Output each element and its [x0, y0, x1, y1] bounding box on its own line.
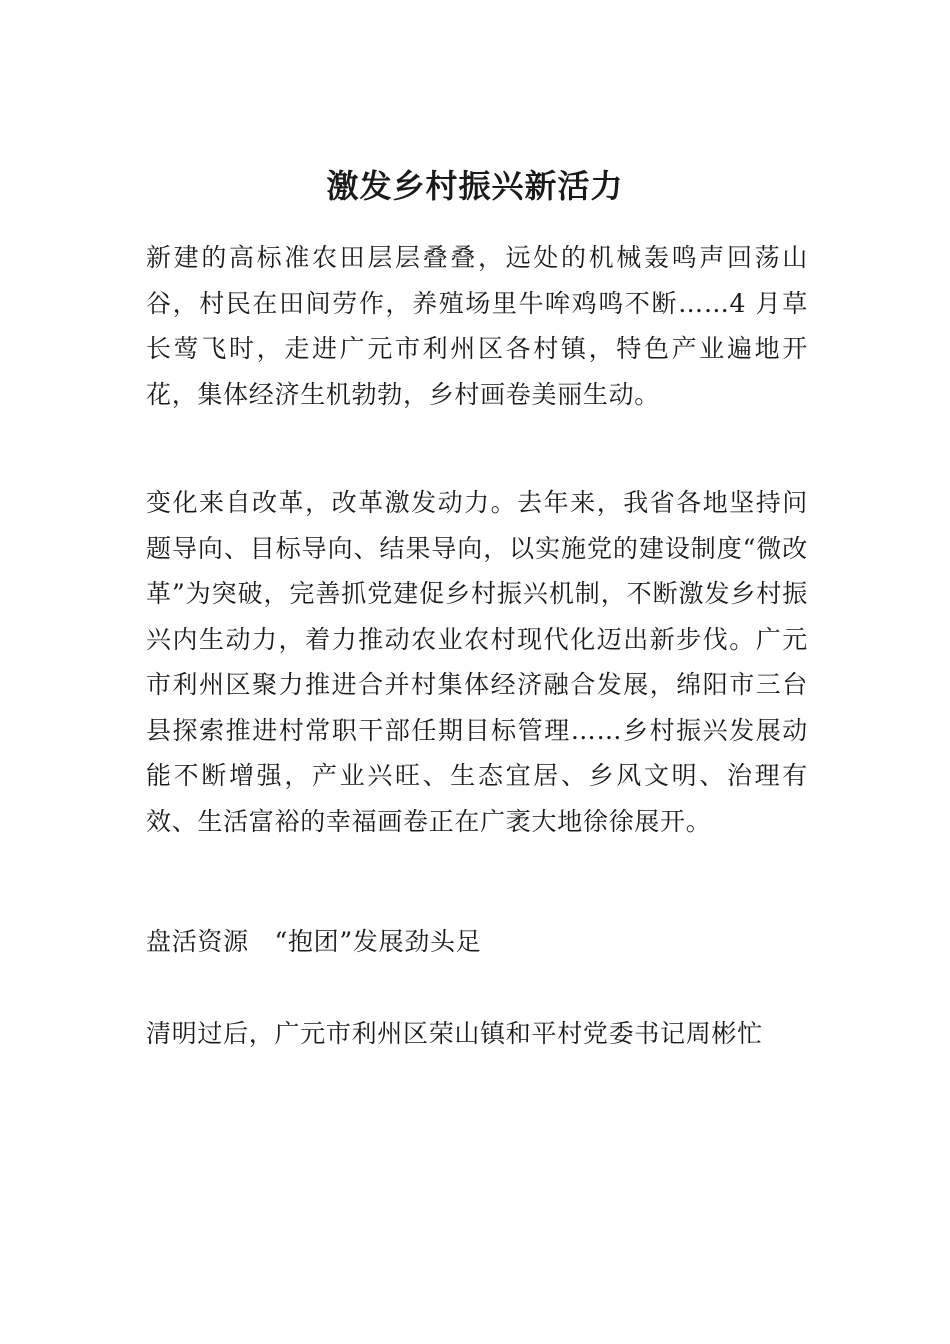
article-title: 激发乡村振兴新活力 [326, 167, 624, 205]
section-subheading: 盘活资源 “抱团”发展劲头足 [146, 927, 482, 956]
paragraph-reform: 变化来自改革，改革激发动力。去年来，我省各地坚持问题导向、目标导向、结果导向，以实施党的建设制度“微改革”为突破，完善抓党建促乡村振兴机制，不断激发乡村振兴内生动力，着力推动农业农村现代化迈出新步伐。广元市利州区聚力推进合并村集体经济融合发展，绵阳市三台县探索推进村常职干部任期目标管理……乡村振兴发展动能不断增强，产业兴旺、生态宜居、乡风文明、治理有效、生活富裕的幸福画卷正在广袤大地徐徐展开。 [146, 488, 808, 836]
paragraph-section-start: 清明过后，广元市利州区荣山镇和平村党委书记周彬忙 [146, 1019, 763, 1048]
paragraph-intro: 新建的高标准农田层层叠叠，远处的机械轰鸣声回荡山谷，村民在田间劳作，养殖场里牛哞鸡鸣不断……4 月草长莺飞时，走进广元市利州区各村镇，特色产业遍地开花，集体经济生机勃勃，乡村画卷美丽生动。 [146, 243, 808, 409]
